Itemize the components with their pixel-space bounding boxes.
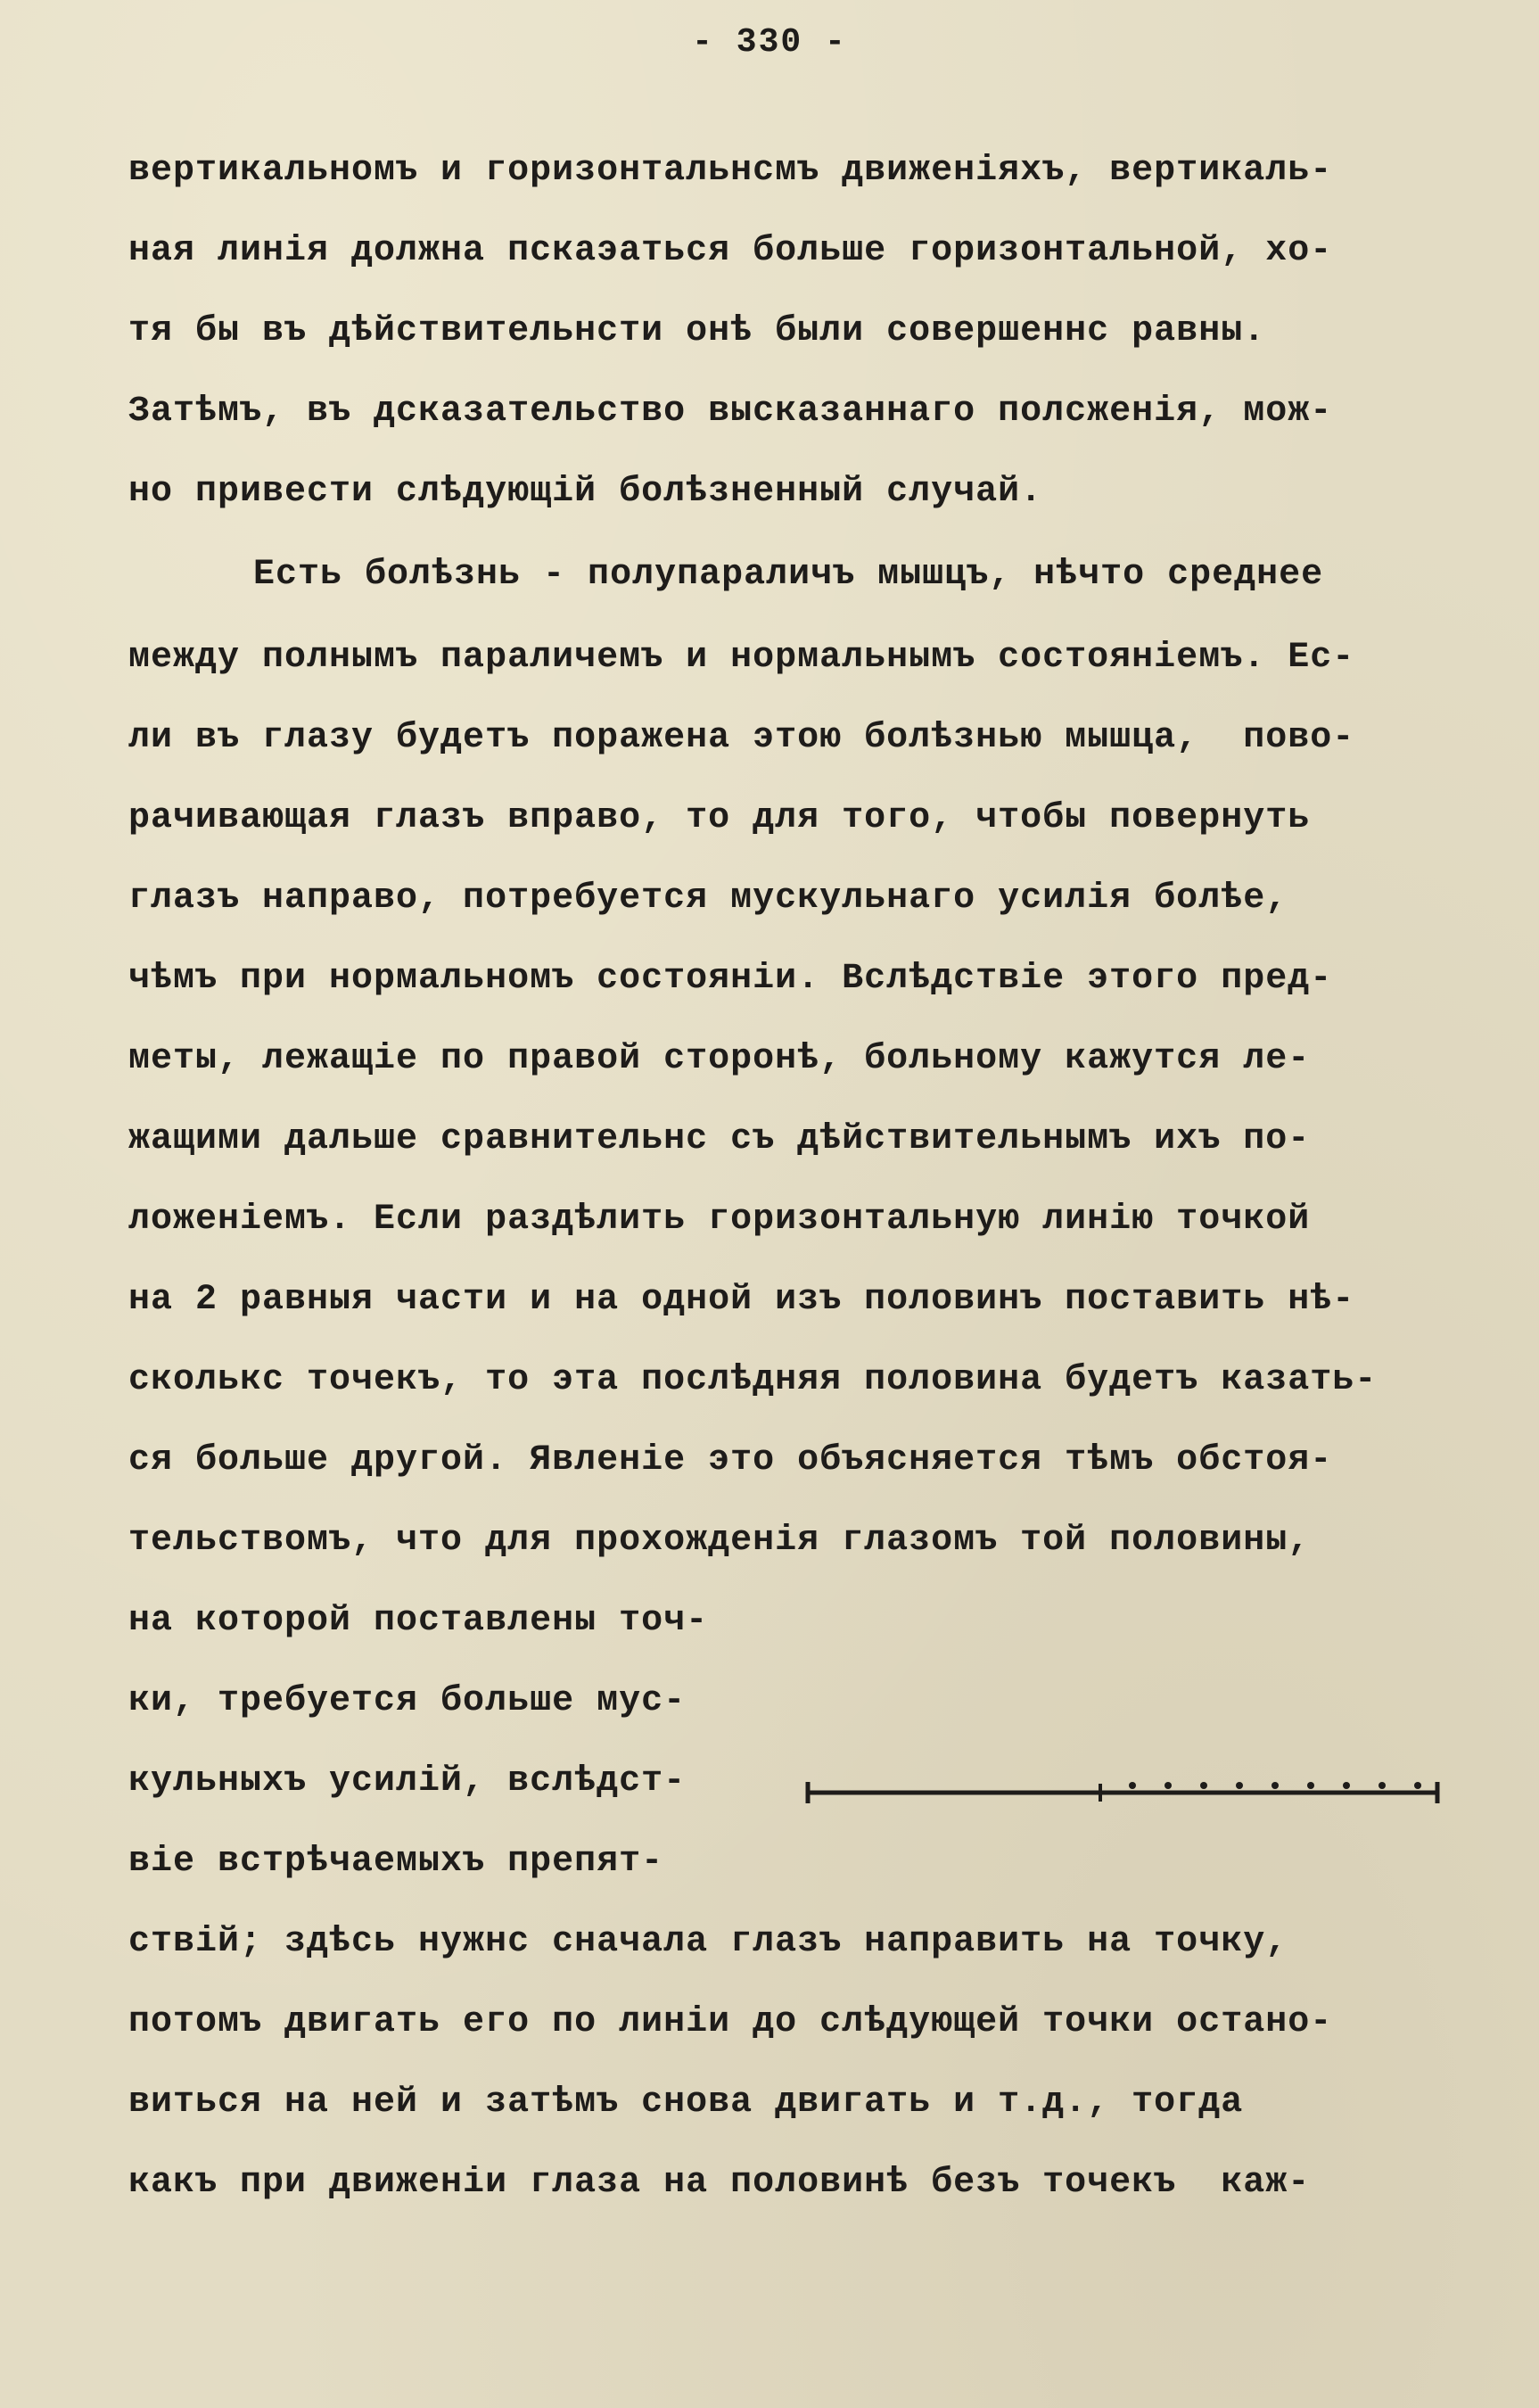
page-number: - 330 - bbox=[692, 23, 847, 62]
dot bbox=[1200, 1782, 1207, 1789]
text-line: чѣмъ при нормальномъ состоянiи. Вслѣдствiе этого пред- bbox=[128, 959, 1333, 999]
text-line: на которой поставлены точ- bbox=[128, 1601, 709, 1641]
text-line: на 2 равныя части и на одной изъ половинъ поставить нѣ- bbox=[128, 1280, 1355, 1320]
dot bbox=[1414, 1782, 1421, 1789]
text-line: ся больше другой. Явленiе это объясняется тѣмъ обстоя- bbox=[128, 1440, 1333, 1480]
dots-group bbox=[1129, 1782, 1421, 1789]
text-line: ли въ глазу будетъ поражена этою болѣзнью мышца, пово- bbox=[128, 718, 1355, 758]
text-line: вiе встрѣчаемыхъ препят- bbox=[128, 1842, 664, 1882]
text-line: тельствомъ, что для прохожденiя глазомъ той половины, bbox=[128, 1521, 1311, 1561]
text-line: но привести слѣдующiй болѣзненный случай. bbox=[128, 472, 1043, 512]
text-line: ная линiя должна пскаэаться больше горизонтальной, хо- bbox=[128, 231, 1333, 271]
text-line: вертикальномъ и горизонтальнсмъ движенiяхъ, вертикаль- bbox=[128, 151, 1333, 191]
text-line: ствiй; здѣсь нужнс сначала глазъ направить на точку, bbox=[128, 1922, 1288, 1962]
dot bbox=[1236, 1782, 1243, 1789]
dot bbox=[1307, 1782, 1314, 1789]
dotted-line-figure bbox=[802, 1775, 1453, 1810]
text-line: кульныхъ усилiй, вслѣдст- bbox=[128, 1761, 687, 1802]
text-line: Затѣмъ, въ дсказательство высказаннаго полсженiя, мож- bbox=[128, 392, 1333, 432]
text-line: жащими дальше сравнительнс съ дѣйствительнымъ ихъ по- bbox=[128, 1119, 1311, 1159]
text-line: потомъ двигать его по линiи до слѣдующей точки остано- bbox=[128, 2002, 1333, 2042]
text-line: Есть болѣзнь - полупараличъ мышцъ, нѣчто среднее bbox=[253, 555, 1324, 595]
text-line: ки, требуется больше мус- bbox=[128, 1681, 687, 1721]
text-line: между полнымъ параличемъ и нормальнымъ состоянiемъ. Ес- bbox=[128, 638, 1355, 678]
text-line: глазъ направо, потребуется мускульнаго усилiя болѣе, bbox=[128, 878, 1288, 919]
text-line: виться на ней и затѣмъ снова двигать и т.д., тогда bbox=[128, 2082, 1244, 2123]
dot bbox=[1343, 1782, 1350, 1789]
dot bbox=[1129, 1782, 1136, 1789]
text-line: меты, лежащiе по правой сторонѣ, больному кажутся ле- bbox=[128, 1039, 1311, 1079]
text-line: сколькс точекъ, то эта послѣдняя половина будетъ казать- bbox=[128, 1360, 1378, 1400]
text-line: какъ при движенiи глаза на половинѣ безъ точекъ каж- bbox=[128, 2163, 1311, 2203]
dot bbox=[1165, 1782, 1172, 1789]
text-line: рачивающая глазъ вправо, то для того, чтобы повернуть bbox=[128, 798, 1311, 838]
text-line: тя бы въ дѣйствительнсти онѣ были совершеннс равны. bbox=[128, 311, 1266, 351]
text-line: ложенiемъ. Если раздѣлить горизонтальную линiю точкой bbox=[128, 1200, 1311, 1240]
dot bbox=[1272, 1782, 1279, 1789]
dot bbox=[1379, 1782, 1386, 1789]
